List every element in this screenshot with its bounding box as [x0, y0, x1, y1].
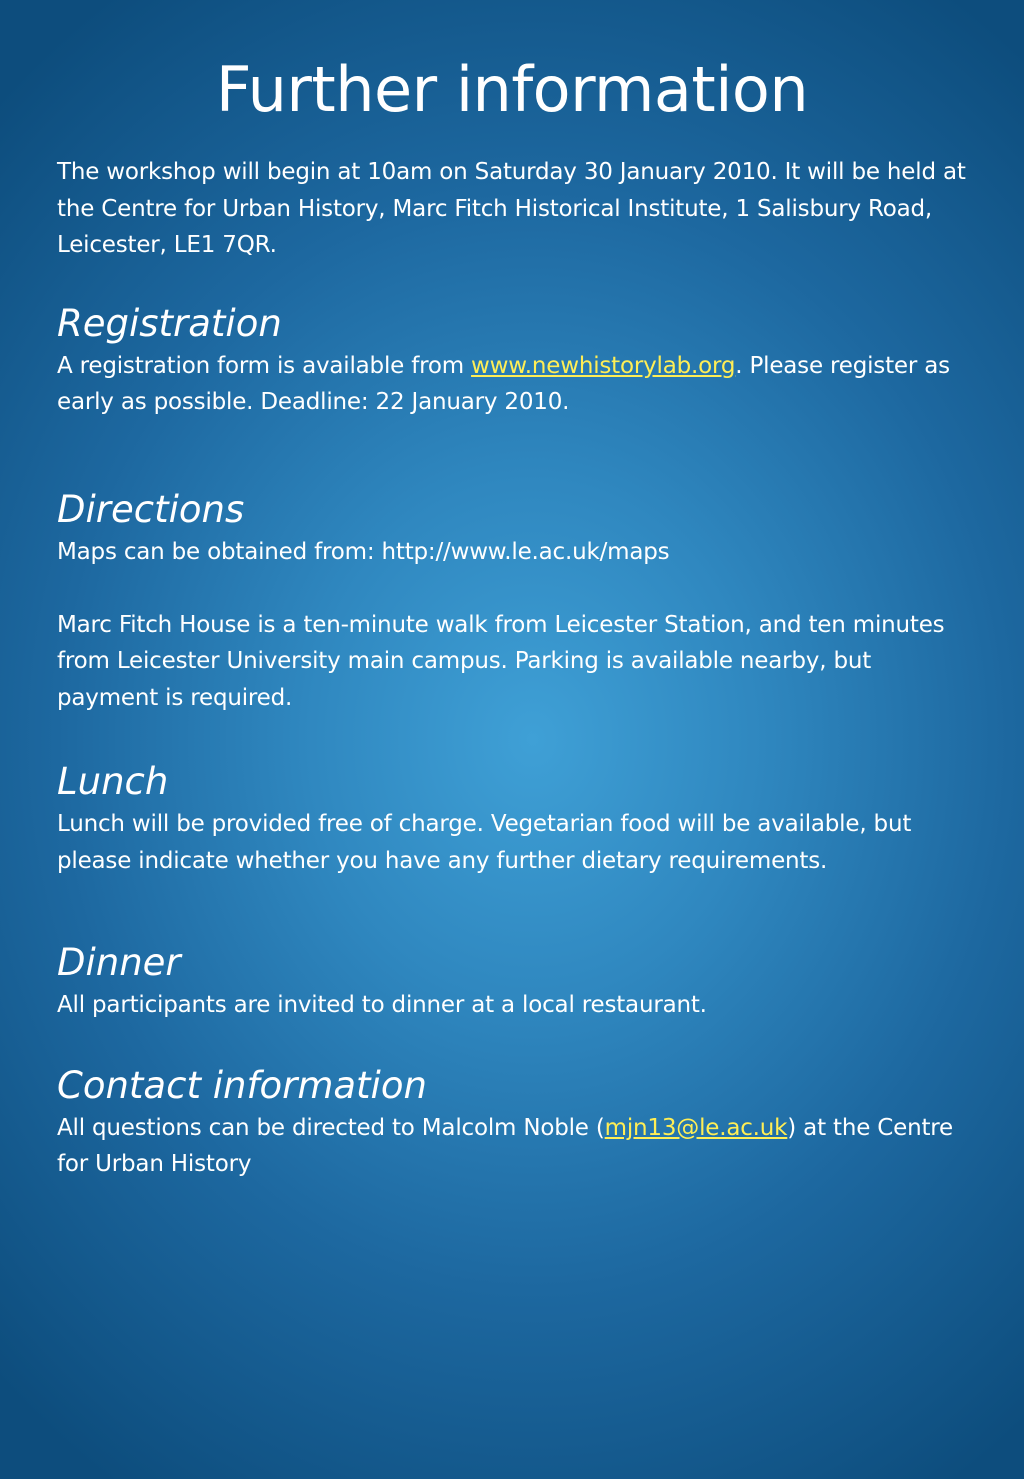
- registration-text-after: . Please register as early as possible. Deadline: 22 January 2010.: [57, 352, 950, 415]
- intro-paragraph: The workshop will begin at 10am on Saturday 30 January 2010. It will be held at the Centre for Urban History, Marc Fitch Historical Institute, 1 Salisbury Road, Leicester, LE1 7QR.: [57, 159, 966, 258]
- contact-section: [57, 1062, 967, 1183]
- contact-text-before: All questions can be directed to Malcolm Noble (: [57, 1114, 605, 1141]
- directions-walk-paragraph: Marc Fitch House is a ten-minute walk from Leicester Station, and ten minutes from Leicester University main campus. Parking is available nearby, but payment is required.: [57, 611, 945, 711]
- registration-paragraph: [57, 348, 967, 421]
- contact-email-link[interactable]: mjn13@le.ac.uk: [604, 1114, 788, 1141]
- directions-maps-paragraph: Maps can be obtained from: http://www.le.ac.uk/maps: [57, 538, 670, 565]
- directions-section: [57, 486, 967, 717]
- dinner-paragraph: All participants are invited to dinner at a local restaurant.: [57, 992, 707, 1018]
- lunch-paragraph: Lunch will be provided free of charge. Vegetarian food will be available, but please indicate whether you have any further dietary requirements.: [57, 811, 912, 874]
- registration-text-before: A registration form is available from: [57, 352, 472, 379]
- contact-heading: Contact information: [57, 1063, 427, 1107]
- paragraph-gap: [57, 570, 967, 607]
- registration-link[interactable]: www.newhistorylab.org: [471, 352, 736, 379]
- registration-heading: Registration: [57, 301, 282, 345]
- dinner-heading: Dinner: [57, 941, 181, 984]
- directions-heading: Directions: [57, 487, 245, 531]
- lunch-heading: Lunch: [57, 760, 169, 803]
- contact-text-after: ) at the Centre for Urban History: [57, 1114, 953, 1177]
- registration-section: [57, 300, 967, 421]
- lunch-section: [57, 758, 967, 879]
- page-title: Further information: [215, 53, 809, 126]
- dinner-section: [57, 939, 967, 1024]
- contact-paragraph: [57, 1110, 967, 1183]
